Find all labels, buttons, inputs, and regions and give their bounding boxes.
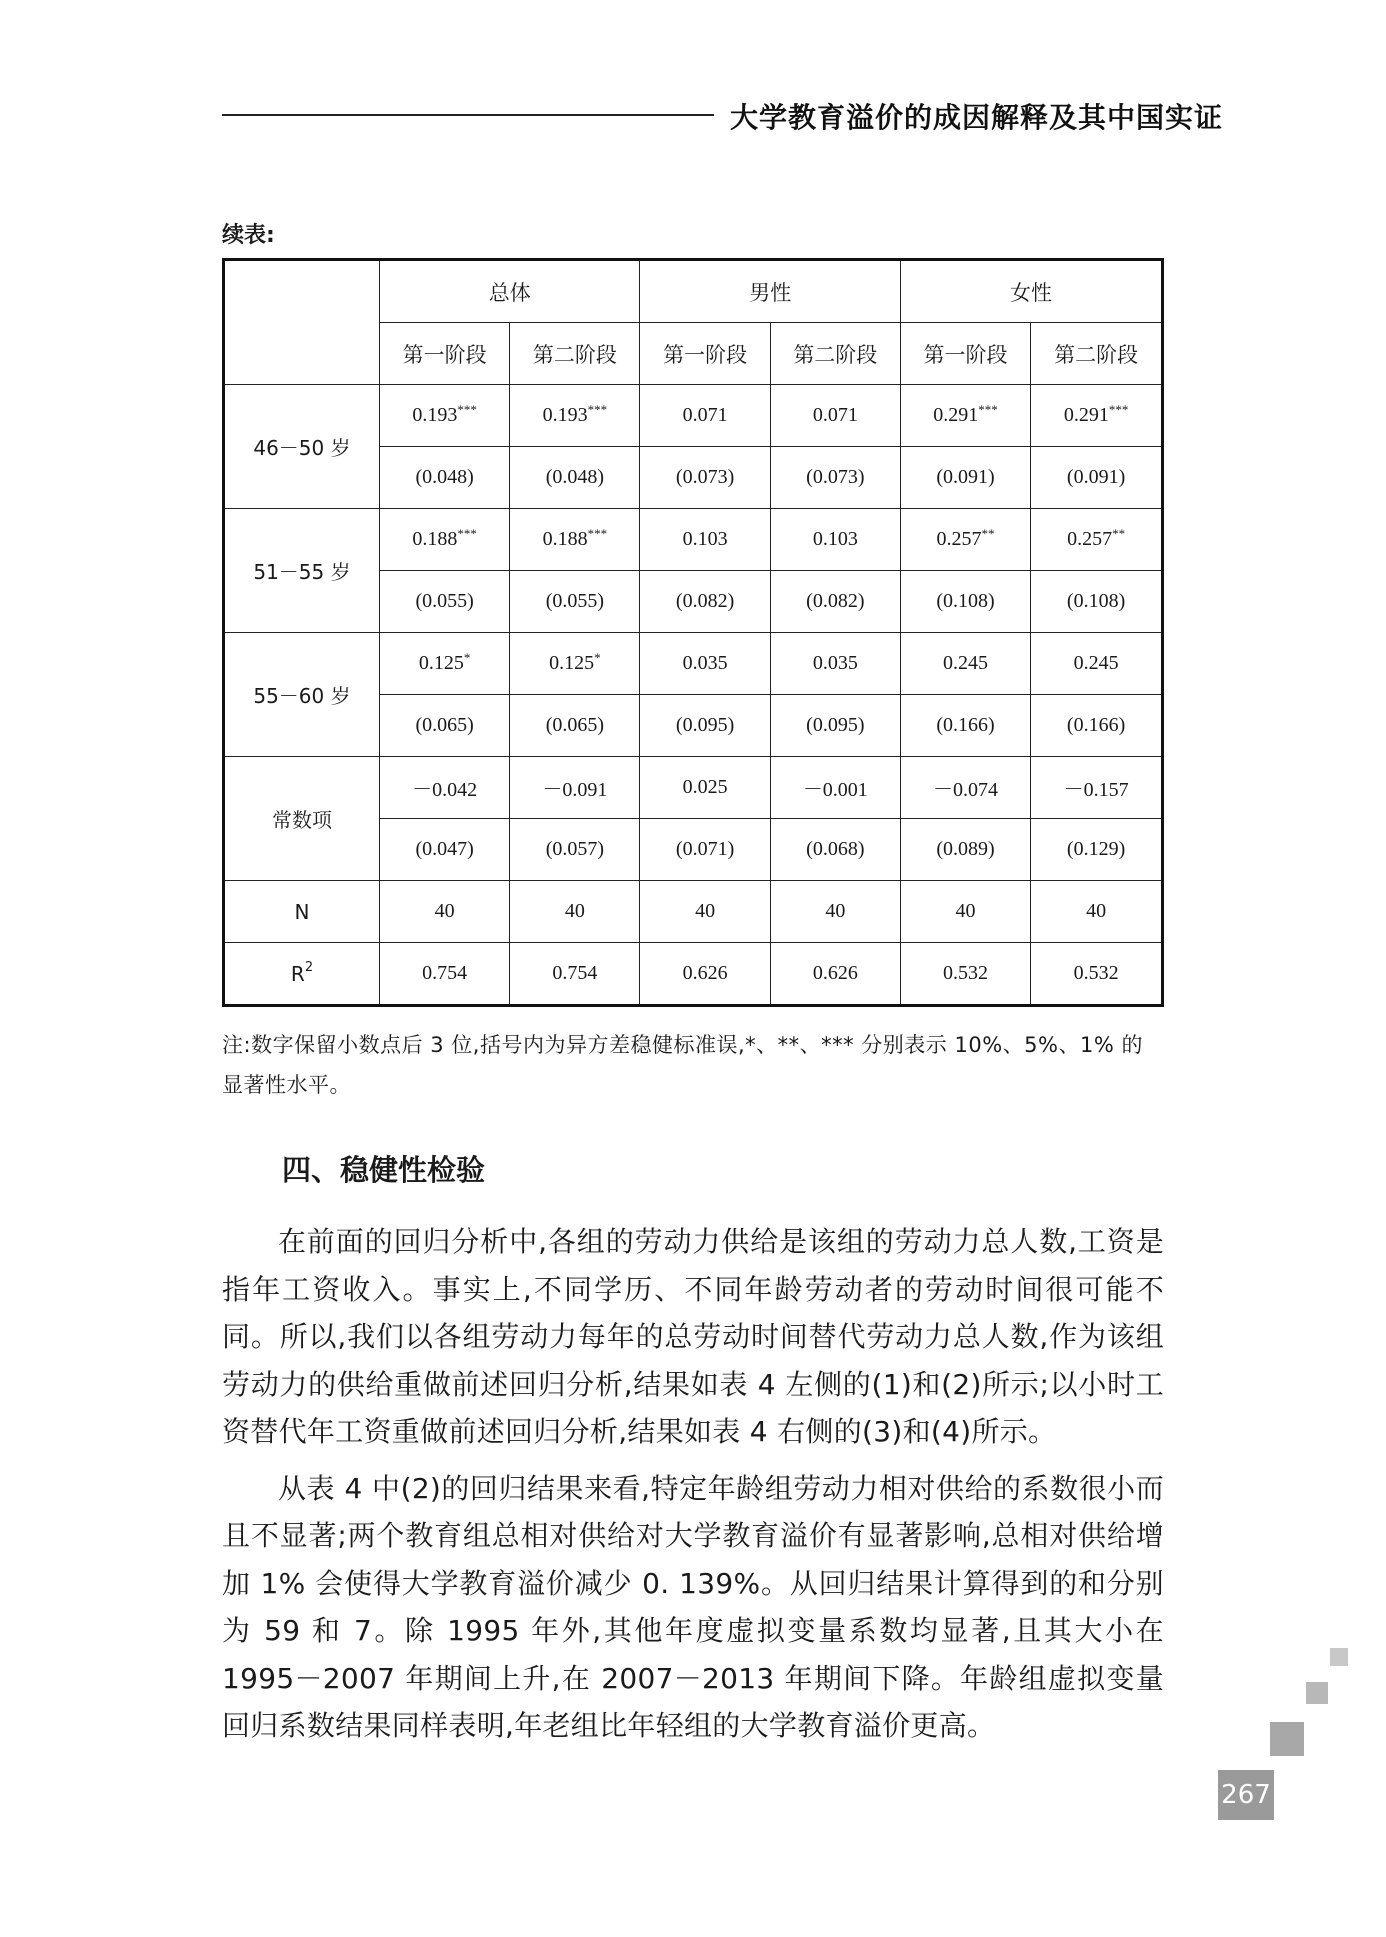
std-error-cell: (0.166) — [900, 695, 1030, 757]
row-label: 常数项 — [224, 757, 380, 881]
significance-stars: * — [594, 650, 601, 665]
coefficient-cell — [380, 385, 510, 447]
coefficient-value: 0.245 — [943, 652, 989, 674]
coefficient-value: 0.071 — [812, 404, 858, 426]
n-cell: 40 — [380, 881, 510, 943]
std-error-cell: (0.068) — [770, 819, 900, 881]
stage-header: 第二阶段 — [770, 323, 900, 385]
coefficient-value: 0.035 — [682, 652, 728, 674]
std-error-cell: (0.095) — [640, 695, 770, 757]
coefficient-value: 0.071 — [682, 404, 728, 426]
coefficient-value: －0.091 — [542, 779, 608, 801]
table-row — [224, 757, 1163, 819]
coefficient-value: 0.291 — [933, 404, 979, 426]
n-cell: 40 — [510, 881, 640, 943]
coefficient-value: 0.035 — [812, 652, 858, 674]
coefficient-cell — [770, 633, 900, 695]
coefficient-cell — [900, 385, 1030, 447]
coefficient-value: 0.245 — [1073, 652, 1119, 674]
table-row — [224, 509, 1163, 571]
coefficient-cell — [770, 385, 900, 447]
coefficient-value: 0.125 — [549, 652, 595, 674]
decorative-square — [1330, 1648, 1348, 1666]
coefficient-cell — [900, 633, 1030, 695]
significance-stars: ** — [981, 526, 995, 541]
std-error-cell: (0.073) — [770, 447, 900, 509]
coefficient-cell — [1031, 385, 1163, 447]
coefficient-cell — [770, 509, 900, 571]
table-row — [224, 943, 1163, 1006]
significance-stars: *** — [587, 526, 608, 541]
coefficient-value: 0.025 — [682, 776, 728, 798]
paragraph: 从表 4 中(2)的回归结果来看,特定年龄组劳动力相对供给的系数很小而且不显著;两个教育组总相对供给对大学教育溢价有显著影响,总相对供给增加 1% 会使得大学教育溢价减少 0. 139%。从回归结果计算得到的和分别为 59 和 7。除 1995 年外,其他年度虚拟变量系数均显著,且其大小在 1995－2007 年期间上升,在 2007－2013 年期间下降。年龄组虚拟变量回归系数结果同样表明,年老组比年轻组的大学教育溢价更高。 — [222, 1471, 1164, 1742]
std-error-cell: (0.071) — [640, 819, 770, 881]
std-error-cell: (0.082) — [770, 571, 900, 633]
std-error-cell: (0.129) — [1031, 819, 1163, 881]
coefficient-cell — [770, 757, 900, 819]
significance-stars: *** — [1108, 402, 1129, 417]
std-error-cell: (0.095) — [770, 695, 900, 757]
table-corner-cell — [224, 260, 380, 385]
std-error-cell: (0.065) — [510, 695, 640, 757]
r-squared-label: R — [290, 961, 305, 986]
coefficient-value: －0.157 — [1063, 779, 1129, 801]
row-label: 46－50 岁 — [224, 385, 380, 509]
paragraph: 在前面的回归分析中,各组的劳动力供给是该组的劳动力总人数,工资是指年工资收入。事实上,不同学历、不同年龄劳动者的劳动时间很可能不同。所以,我们以各组劳动力每年的总劳动时间替代劳动力总人数,作为该组劳动力的供给重做前述回归分析,结果如表 4 左侧的(1)和(2)所示;以小时工资替代年工资重做前述回归分析,结果如表 4 右侧的(3)和(4)所示。 — [222, 1225, 1164, 1448]
coefficient-value: 0.291 — [1063, 404, 1109, 426]
significance-stars: *** — [457, 526, 477, 541]
coefficient-cell — [510, 633, 640, 695]
std-error-cell: (0.091) — [1031, 447, 1163, 509]
coefficient-value: 0.257 — [936, 528, 982, 550]
r-squared-cell: 0.626 — [640, 943, 770, 1006]
coefficient-value: 0.193 — [412, 404, 458, 426]
n-cell: 40 — [640, 881, 770, 943]
std-error-cell: (0.108) — [900, 571, 1030, 633]
row-label: N — [224, 881, 380, 943]
n-cell: 40 — [900, 881, 1030, 943]
significance-stars: ** — [1112, 526, 1126, 541]
significance-stars: *** — [587, 402, 608, 417]
stage-header: 第一阶段 — [380, 323, 510, 385]
coefficient-cell — [380, 757, 510, 819]
std-error-cell: (0.073) — [640, 447, 770, 509]
std-error-cell: (0.048) — [380, 447, 510, 509]
std-error-cell: (0.055) — [380, 571, 510, 633]
std-error-cell: (0.108) — [1031, 571, 1163, 633]
coefficient-value: 0.103 — [682, 528, 728, 550]
coefficient-value: 0.193 — [542, 404, 588, 426]
coefficient-cell — [640, 757, 770, 819]
decorative-square — [1306, 1682, 1328, 1704]
row-label: 55－60 岁 — [224, 633, 380, 757]
coefficient-cell — [380, 633, 510, 695]
std-error-cell: (0.047) — [380, 819, 510, 881]
page-number: 267 — [1218, 1770, 1274, 1820]
n-cell: 40 — [1031, 881, 1163, 943]
header-rule — [222, 114, 714, 116]
stage-header: 第一阶段 — [900, 323, 1030, 385]
std-error-cell: (0.057) — [510, 819, 640, 881]
regression-table — [222, 258, 1164, 1007]
significance-stars: * — [463, 650, 471, 665]
coefficient-cell — [510, 509, 640, 571]
table-continued-label: 续表: — [222, 223, 275, 248]
r-squared-cell: 0.754 — [380, 943, 510, 1006]
coefficient-cell — [510, 385, 640, 447]
table-row — [224, 633, 1163, 695]
coefficient-cell — [640, 385, 770, 447]
group-header-total: 总体 — [380, 260, 640, 323]
r-squared-cell: 0.532 — [900, 943, 1030, 1006]
coefficient-value: －0.001 — [802, 779, 868, 801]
coefficient-cell — [510, 757, 640, 819]
table-row — [224, 385, 1163, 447]
coefficient-cell — [640, 509, 770, 571]
coefficient-value: 0.257 — [1067, 528, 1113, 550]
coefficient-cell — [380, 509, 510, 571]
section-heading: 四、稳健性检验 — [282, 1153, 486, 1187]
table-note: 注:数字保留小数点后 3 位,括号内为异方差稳健标准误,*、**、*** 分别表示 10%、5%、1% 的显著性水平。 — [222, 1033, 1143, 1097]
std-error-cell: (0.089) — [900, 819, 1030, 881]
row-label: 51－55 岁 — [224, 509, 380, 633]
coefficient-cell — [640, 633, 770, 695]
coefficient-cell — [1031, 509, 1163, 571]
significance-stars: *** — [978, 402, 998, 417]
coefficient-cell — [900, 509, 1030, 571]
coefficient-value: 0.103 — [812, 528, 858, 550]
r-squared-exponent: 2 — [304, 959, 314, 975]
running-header-title: 大学教育溢价的成因解释及其中国实证 — [730, 101, 1224, 134]
r-squared-cell: 0.754 — [510, 943, 640, 1006]
std-error-cell: (0.055) — [510, 571, 640, 633]
r-squared-cell: 0.626 — [770, 943, 900, 1006]
coefficient-cell — [1031, 633, 1163, 695]
coefficient-value: －0.042 — [412, 779, 478, 801]
group-header-male: 男性 — [640, 260, 900, 323]
stage-header: 第二阶段 — [510, 323, 640, 385]
decorative-square — [1270, 1722, 1304, 1756]
std-error-cell: (0.048) — [510, 447, 640, 509]
std-error-cell: (0.065) — [380, 695, 510, 757]
r-squared-cell: 0.532 — [1031, 943, 1163, 1006]
body-text — [222, 1218, 1164, 1759]
coefficient-cell — [1031, 757, 1163, 819]
coefficient-value: 0.188 — [412, 528, 458, 550]
coefficient-value: 0.125 — [418, 652, 464, 674]
stage-header: 第一阶段 — [640, 323, 770, 385]
std-error-cell: (0.091) — [900, 447, 1030, 509]
table-row — [224, 881, 1163, 943]
row-label — [224, 943, 380, 1006]
group-header-female: 女性 — [900, 260, 1162, 323]
coefficient-value: 0.188 — [542, 528, 588, 550]
coefficient-cell — [900, 757, 1030, 819]
coefficient-value: －0.074 — [933, 779, 999, 801]
std-error-cell: (0.082) — [640, 571, 770, 633]
stage-header: 第二阶段 — [1031, 323, 1163, 385]
n-cell: 40 — [770, 881, 900, 943]
significance-stars: *** — [457, 402, 477, 417]
std-error-cell: (0.166) — [1031, 695, 1163, 757]
